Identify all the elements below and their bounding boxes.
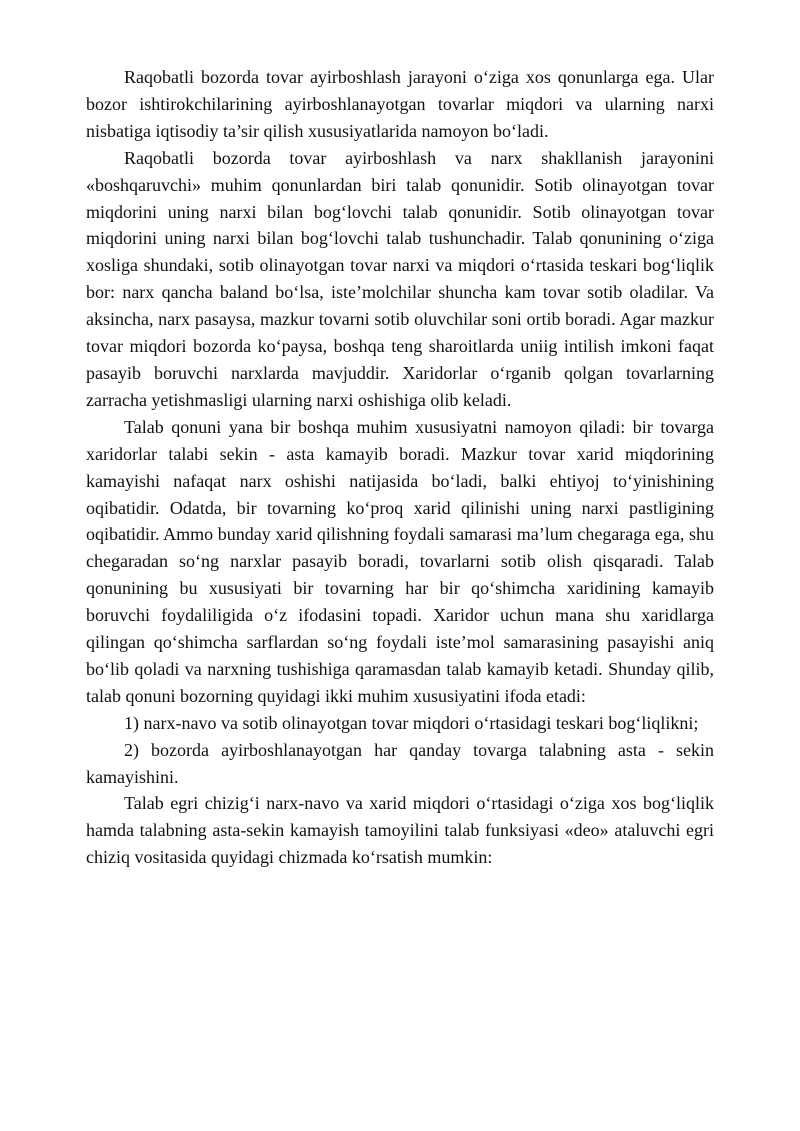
paragraph-intro: Raqobatli bozorda tovar ayirboshlash jarayoni o‘ziga xos qonunlarga ega. Ular bozor ishtirokchilarining ayirboshlanayotgan tovarlar miqdori va ularning narxi nisbatiga iqtisodiy ta’sir qilish xususiyatlarida namoyon bo‘ladi. <box>86 67 714 141</box>
paragraph-demand-curve: Talab egri chizig‘i narx-navo va xarid miqdori o‘rtasidagi o‘ziga xos bog‘liqlik hamda talabning asta-sekin kamayish tamoyilini talab funksiyasi «deo» ataluvchi egri chiziq vositasida quyidagi chizmada ko‘rsatish mumkin: <box>86 793 714 868</box>
document-page <box>86 64 714 871</box>
list-item-1: 1) narx-navo va sotib olinayotgan tovar miqdori o‘rtasidagi teskari bog‘liqlikni; <box>124 712 699 733</box>
paragraph-demand-law: Raqobatli bozorda tovar ayirboshlash va narx shakllanish jarayonini «boshqaruvchi» muhim qonunlardan biri talab qonunidir. Sotib olinayotgan tovar miqdorini uning narxi bilan bog‘lovchi talab qonunidir. Sotib olinayotgan tovar miqdorini uning narxi bilan bog‘lovchi talab tushunchadir. Talab qonunining o‘ziga xosliga shundaki, sotib olinayotgan tovar narxi va miqdori o‘rtasida teskari bog‘liqlik bor: narx qancha baland bo‘lsa, iste’molchilar shuncha kam tovar sotib oladilar. Va aksincha, narx pasaysa, mazkur tovarni sotib oluvchilar soni ortib boradi. Agar mazkur tovar miqdori bozorda ko‘paysa, boshqa teng sharoitlarda uniig intilish imkoni faqat pasayib boruvchi narxlarda mavjuddir. Xaridorlar o‘rganib qolgan tovarlarning zarracha yetishmasligi ularning narxi oshishiga olib keladi. <box>86 147 714 410</box>
paragraph-demand-property: Talab qonuni yana bir boshqa muhim xususiyatni namoyon qiladi: bir tovarga xaridorlar talabi sekin - asta kamayib boradi. Mazkur tovar xarid miqdorining kamayishi nafaqat narx oshishi natijasida bo‘ladi, balki ehtiyoj to‘yinishining oqibatidir. Odatda, bir tovarning ko‘proq xarid qilinishi uning narxi pastligining oqibatidir. Ammo bunday xarid qilishning foydali samarasi ma’lum chegaraga ega, shu chegaradan so‘ng narxlar pasayib boradi, tovarlarni sotib olish qisqaradi. Talab qonunining bu xususiyati bir tovarning har bir qo‘shimcha xaridining kamayib boruvchi foydaliligida o‘z ifodasini topadi. Xaridor uchun mana shu xaridlarga qilingan qo‘shimcha sarflardan so‘ng foydali iste’mol samarasining pasayishi aniq bo‘lib qoladi va narxning tushishiga qaramasdan talab kamayib ketadi. Shunday qilib, talab qonuni bozorning quyidagi ikki muhim xususiyatini ifoda etadi: <box>86 416 714 706</box>
list-item-2: 2) bozorda ayirboshlanayotgan har qanday tovarga talabning asta - sekin kamayishini. <box>86 739 714 787</box>
